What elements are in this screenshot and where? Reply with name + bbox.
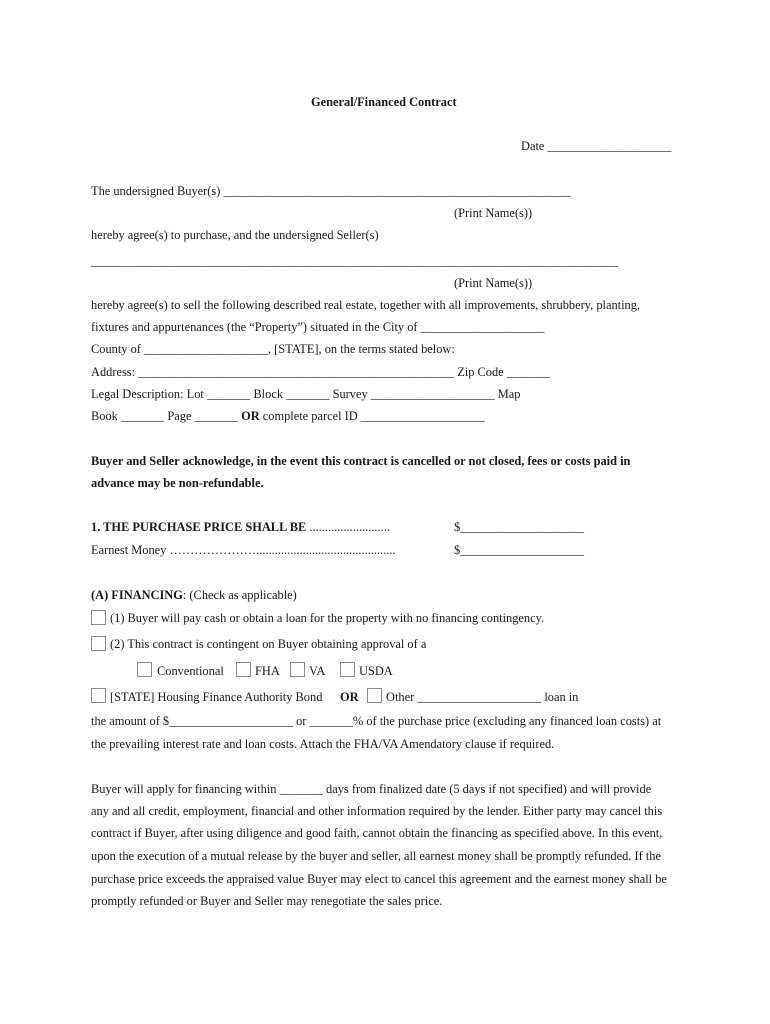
earnest-money-label: Earnest Money ………………….............................................: [91, 543, 396, 557]
conventional-label: Conventional: [157, 664, 224, 678]
book-page-prefix: Book _______ Page _______: [91, 409, 242, 423]
financing-paragraph-line: Buyer will apply for financing within _______ days from finalized date (5 days if not specified) and will provide: [91, 782, 652, 796]
county-line: County of ____________________, [STATE], on the terms stated below:: [91, 342, 455, 356]
book-or-label: OR: [241, 409, 260, 423]
cash-option-checkbox[interactable]: [91, 610, 106, 625]
purchase-price-label: 1. THE PURCHASE PRICE SHALL BE: [91, 520, 307, 534]
contingent-option-checkbox[interactable]: [91, 636, 106, 651]
usda-label: USDA: [359, 664, 393, 678]
purchase-price-row: [91, 520, 390, 534]
va-checkbox[interactable]: [290, 662, 305, 677]
financing-paragraph-line: promptly refunded or Buyer and Seller may renegotiate the sales price.: [91, 894, 443, 908]
va-label: VA: [309, 664, 326, 678]
financing-paragraph-line: purchase price exceeds the appraised value Buyer may elect to cancel this agreement and the earnest money shall be: [91, 872, 667, 886]
fha-checkbox[interactable]: [236, 662, 251, 677]
acknowledge-line-2: advance may be non-refundable.: [91, 476, 264, 490]
purchase-price-amount: $____________________: [454, 520, 585, 534]
contingent-option-label: (2) This contract is contingent on Buyer obtaining approval of a: [110, 637, 427, 651]
or-label: OR: [340, 690, 359, 704]
earnest-money-amount: $____________________: [454, 543, 585, 557]
parcel-id-text: complete parcel ID ____________________: [259, 409, 485, 423]
usda-checkbox[interactable]: [340, 662, 355, 677]
other-loan-checkbox[interactable]: [367, 688, 382, 703]
seller-name-line: _____________________________________________________________________________________: [91, 254, 618, 268]
conventional-checkbox[interactable]: [137, 662, 152, 677]
agree-sell-text: hereby agree(s) to sell the following described real estate, together with all improvements, shrubbery, planting,: [91, 298, 641, 312]
document-title: General/Financed Contract: [311, 95, 457, 109]
city-line: fixtures and appurtenances (the “Property”) situated in the City of ____________________: [91, 320, 545, 334]
date-field-line: Date ____________________: [521, 139, 672, 153]
legal-description-line: Legal Description: Lot _______ Block _______ Survey ____________________ Map: [91, 387, 521, 401]
financing-paragraph-line: any and all credit, employment, financial and other information required by the lender. Either party may cancel this: [91, 804, 663, 818]
address-line: Address: ___________________________________________________ Zip Code _______: [91, 365, 551, 379]
financing-paragraph-line: upon the execution of a mutual release by the buyer and seller, all earnest money shall be promptly refunded. If the: [91, 849, 661, 863]
financing-heading: (A) FINANCING: [91, 588, 183, 602]
financing-note: : (Check as applicable): [182, 588, 297, 602]
loan-amount-line: the amount of $____________________ or _______% of the purchase price (excluding any financed loan costs) at: [91, 714, 662, 728]
acknowledge-line-1: Buyer and Seller acknowledge, in the event this contract is cancelled or not closed, fees or costs paid in: [91, 454, 631, 468]
buyer-name-line: The undersigned Buyer(s) ________________________________________________________: [91, 184, 571, 198]
agree-purchase-text: hereby agree(s) to purchase, and the undersigned Seller(s): [91, 228, 379, 242]
prevailing-rate-line: the prevailing interest rate and loan costs. Attach the FHA/VA Amendatory clause if required.: [91, 737, 555, 751]
cash-option-label: (1) Buyer will pay cash or obtain a loan for the property with no financing contingency.: [110, 611, 545, 625]
purchase-price-dots: ..........................: [306, 520, 390, 534]
state-bond-label: [STATE] Housing Finance Authority Bond: [110, 690, 323, 704]
other-loan-label: Other ____________________ loan in: [386, 690, 579, 704]
seller-print-name-caption: (Print Name(s)): [454, 276, 533, 290]
buyer-print-name-caption: (Print Name(s)): [454, 206, 533, 220]
state-bond-checkbox[interactable]: [91, 688, 106, 703]
financing-heading-row: [91, 588, 297, 602]
fha-label: FHA: [255, 664, 280, 678]
financing-paragraph-line: contract if Buyer, after using diligence and good faith, cannot obtain the financing as specified above. In this event,: [91, 826, 663, 840]
book-page-line: [91, 409, 485, 423]
